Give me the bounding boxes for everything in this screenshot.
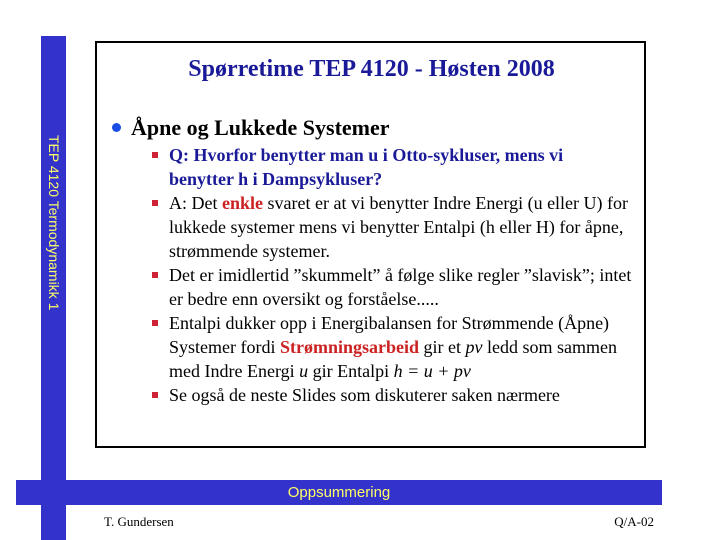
course-label: TEP 4120 Termodynamikk 1 (46, 135, 62, 311)
question-text: Q: Hvorfor benytter man u i Otto-sykluser, mens vi benytter h i Dampsykluser? (169, 145, 564, 189)
list-item (152, 311, 632, 383)
square-bullet-icon (152, 272, 158, 278)
formula-text: h = u + pv (393, 361, 471, 381)
square-bullet-icon (152, 392, 158, 398)
section-label: Åpne og Lukkede Systemer (131, 115, 390, 140)
formula-text: u (299, 361, 309, 381)
item-text: Det er imidlertid ”skummelt” å følge slike regler ”slavisk”; intet er bedre enn oversikt og forståelse..... (169, 265, 632, 309)
list-item (152, 263, 632, 311)
item-text: ledd som sammen med Indre Energi (169, 337, 617, 381)
author-label: T. Gundersen (104, 514, 174, 529)
answer-text: A: Det (169, 193, 222, 213)
square-bullet-icon (152, 152, 158, 158)
bullet-list (152, 143, 632, 407)
slide-number: Q/A-02 (614, 514, 654, 529)
list-item (152, 191, 632, 263)
footer-banner (16, 480, 662, 505)
bullet-dot-icon (112, 123, 121, 132)
square-bullet-icon (152, 200, 158, 206)
formula-text: pv (465, 337, 483, 357)
square-bullet-icon (152, 320, 158, 326)
list-item (152, 143, 632, 191)
highlight-text: Strømningsarbeid (279, 337, 420, 357)
section-heading (112, 115, 390, 141)
item-text: Se også de neste Slides som diskuterer saken nærmere (169, 385, 560, 405)
answer-text: svaret er at vi benytter Indre Energi (u eller U) for lukkede systemer mens vi benytter Entalpi (h eller H) for åpne, strømmende systemer. (169, 193, 629, 261)
item-text: gir et (419, 337, 466, 357)
item-text: Entalpi dukker opp i Energibalansen for Strømmende (Åpne) Systemer fordi (169, 313, 610, 357)
slide-title: Spørretime TEP 4120 - Høsten 2008 (188, 56, 555, 82)
highlight-text: enkle (222, 193, 264, 213)
item-text: gir Entalpi (308, 361, 394, 381)
banner-label: Oppsummering (287, 484, 391, 501)
list-item (152, 383, 632, 407)
